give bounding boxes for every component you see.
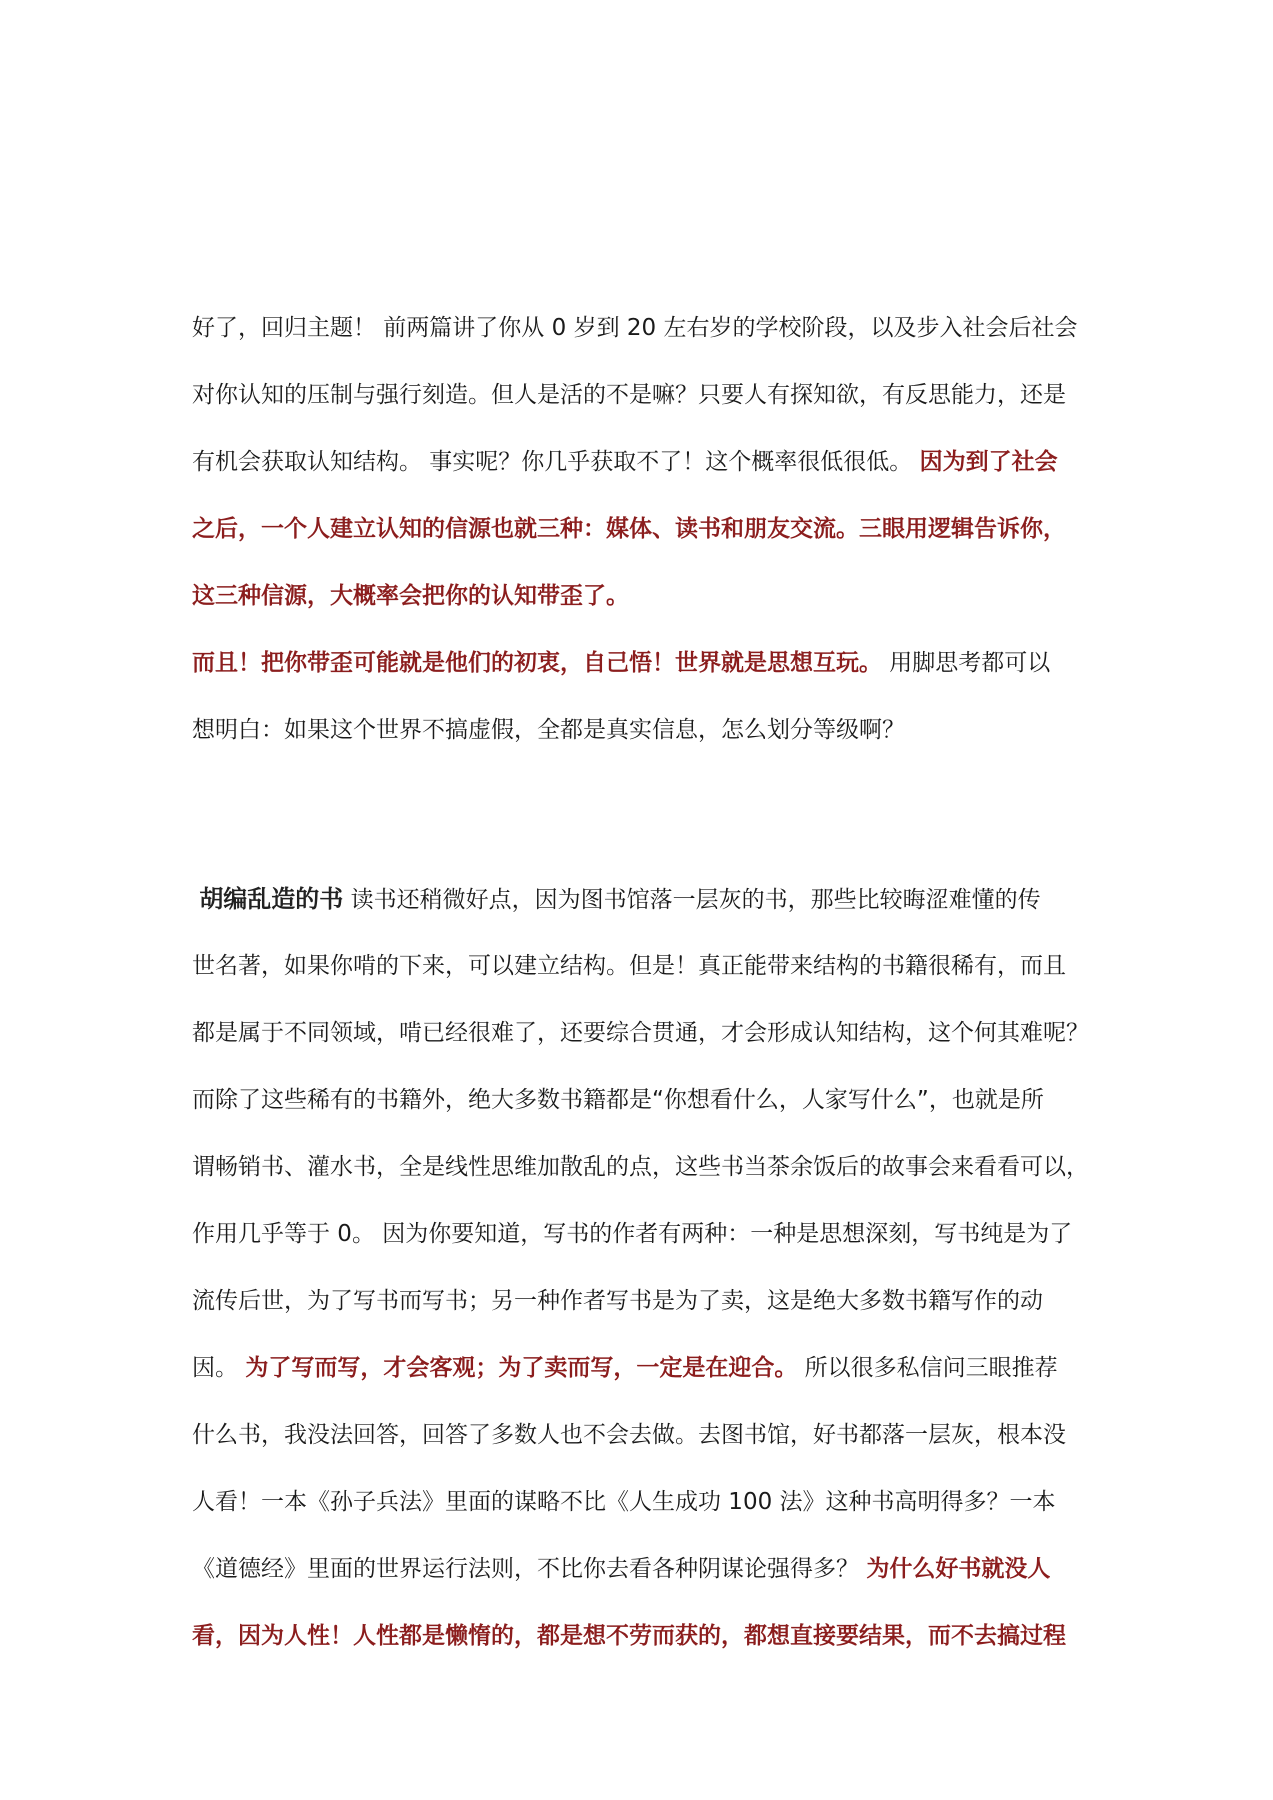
text-line	[192, 362, 1092, 429]
body-text: 读书还稍微好点，因为图书馆落一层灰的书，那些比较晦涩难懂的传	[343, 887, 1041, 913]
text-line	[192, 933, 1092, 1000]
body-text: 都是属于不同领域，啃已经很难了，还要综合贯通，才会形成认知结构，这个何其难呢？	[192, 1020, 1089, 1046]
body-text: 而除了这些稀有的书籍外，绝大多数书籍都是“你想看什么，人家写什么”，也就是所	[192, 1087, 1044, 1113]
text-line	[192, 1402, 1092, 1469]
body-text: 有机会获取认知结构。 事实呢？你几乎获取不了！这个概率很低很低。	[192, 449, 920, 475]
highlighted-text: 为什么好书就没人	[866, 1556, 1051, 1582]
highlighted-text: 之后，一个人建立认知的信源也就三种：媒体、读书和朋友交流。三眼用逻辑告诉你，	[192, 516, 1066, 542]
body-text: 世名著，如果你啃的下来，可以建立结构。但是！真正能带来结构的书籍很稀有，而且	[192, 953, 1066, 979]
text-line	[192, 1067, 1092, 1134]
paragraph-fabricated-books	[192, 866, 1092, 1670]
text-line	[192, 1469, 1092, 1536]
text-line	[192, 1335, 1092, 1402]
body-text: 所以很多私信问三眼推荐	[797, 1355, 1058, 1381]
body-text: 因。	[192, 1355, 246, 1381]
text-line	[192, 429, 1092, 496]
text-line	[192, 1134, 1092, 1201]
text-line	[192, 563, 1092, 630]
highlighted-text: 因为到了社会	[919, 449, 1058, 475]
text-line	[192, 1536, 1092, 1603]
text-line	[192, 1000, 1092, 1067]
body-text: 想明白：如果这个世界不搞虚假，全都是真实信息，怎么划分等级啊？	[192, 717, 905, 743]
text-line	[192, 1201, 1092, 1268]
body-text: 对你认知的压制与强行刻造。但人是活的不是嘛？只要人有探知欲，有反思能力，还是	[192, 382, 1066, 408]
highlighted-text: 为了写而写，才会客观；为了卖而写，一定是在迎合。	[245, 1355, 798, 1381]
section-title: 胡编乱造的书	[199, 885, 344, 913]
body-text: 谓畅销书、灌水书，全是线性思维加散乱的点，这些书当茶余饭后的故事会来看看可以，	[192, 1154, 1089, 1180]
text-line	[192, 1268, 1092, 1335]
body-text: 人看！一本《孙子兵法》里面的谋略不比《人生成功 100 法》这种书高明得多？一本	[192, 1489, 1056, 1515]
body-text: 作用几乎等于 0。 因为你要知道，写书的作者有两种：一种是思想深刻，写书纯是为了	[192, 1221, 1073, 1247]
paragraph-recognition-sources	[192, 295, 1092, 764]
highlighted-text: 这三种信源，大概率会把你的认知带歪了。	[192, 583, 629, 609]
body-text: 什么书，我没法回答，回答了多数人也不会去做。去图书馆，好书都落一层灰，根本没	[192, 1422, 1066, 1448]
body-text: 用脚思考都可以	[882, 650, 1051, 676]
highlighted-text: 看，因为人性！人性都是懒惰的，都是想不劳而获的，都想直接要结果，而不去搞过程	[192, 1623, 1066, 1649]
body-text: 流传后世，为了写书而写书；另一种作者写书是为了卖，这是绝大多数书籍写作的动	[192, 1288, 1043, 1314]
text-line	[192, 630, 1092, 697]
highlighted-text: 而且！把你带歪可能就是他们的初衷，自己悟！世界就是思想互玩。	[192, 650, 882, 676]
text-line	[192, 295, 1092, 362]
body-text: 《道德经》里面的世界运行法则，不比你去看各种阴谋论强得多？	[192, 1556, 867, 1582]
body-text: 好了，回归主题！ 前两篇讲了你从 0 岁到 20 左右岁的学校阶段，以及步入社会后社会	[192, 315, 1078, 341]
text-line	[192, 866, 1092, 933]
text-line	[192, 496, 1092, 563]
text-line	[192, 697, 1092, 764]
text-line	[192, 1603, 1092, 1670]
